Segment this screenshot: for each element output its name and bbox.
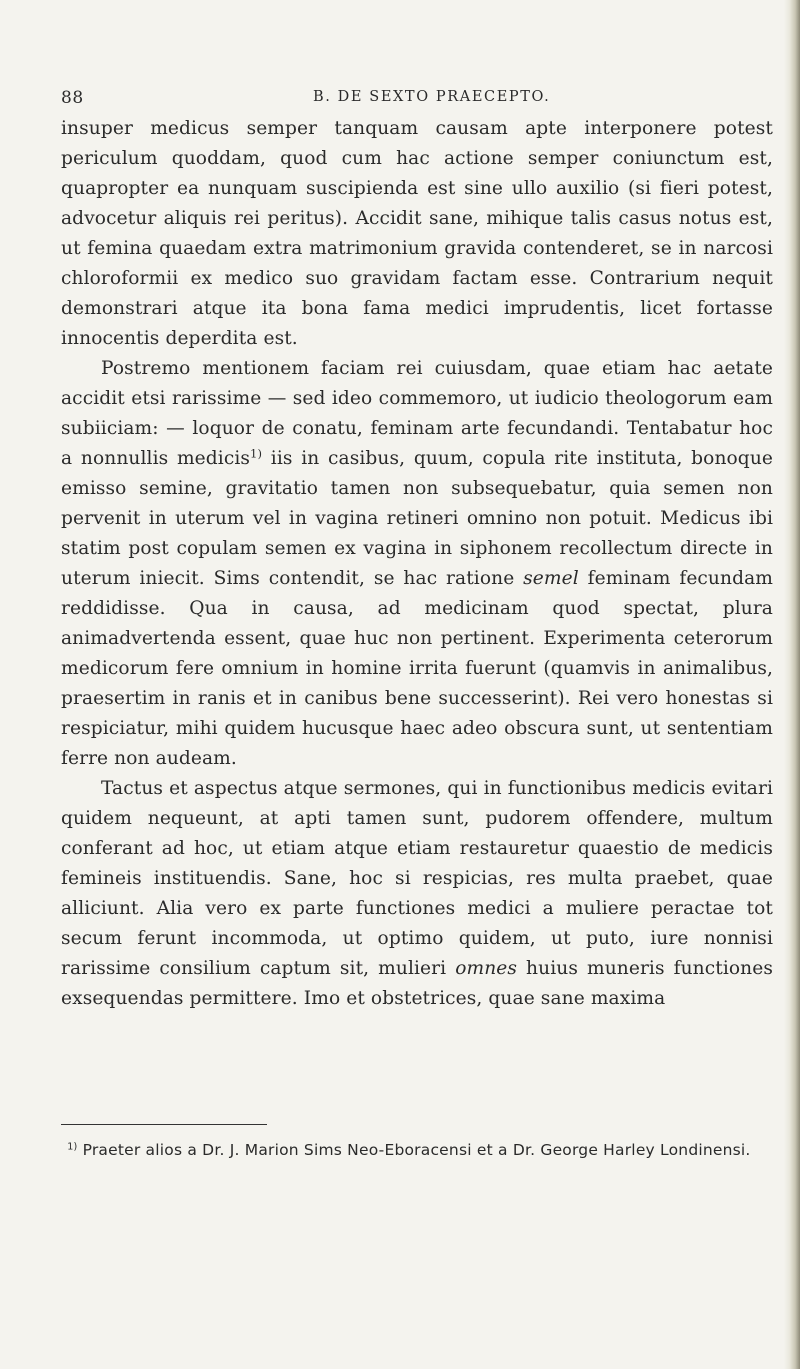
- paragraph-2-text-end: feminam fecundam reddidisse. Qua in causa, ad medicinam quod spectat, plura animadvertenda essent, quae huc non pertinent. Experimenta ceterorum medicorum fere omnium in homine irrita fuerunt (quamvis in animalibus, praesertim in ranis et in canibus bene successerint). Rei vero honestas si respiciatur, mihi quidem hucusque haec adeo obscura sunt, ut sententiam ferre non audeam.: [61, 568, 774, 769]
- paragraph-3-text-end: huius muneris functiones exsequendas permittere. Imo et obstetrices, quae sane maxima: [61, 958, 773, 1009]
- footnote-reference: 1): [250, 446, 263, 461]
- main-text: [61, 114, 773, 1014]
- footnote-text: Praeter alios a Dr. J. Marion Sims Neo-Eboracensi et a Dr. George Harley Londinensi.: [77, 1141, 751, 1159]
- page-number: 88: [61, 88, 84, 108]
- emphasis-semel: semel: [523, 568, 579, 589]
- footnote: [61, 1137, 773, 1163]
- footnote-paragraph: [61, 1137, 773, 1163]
- paragraph-2-text-start: Postremo mentionem faciam rei cuiusdam, quae etiam hac aetate accidit etsi rarissime — sed ideo commemoro, ut iudicio theologorum eam subiiciam: — loquor de conatu, feminam arte fecundandi. Tentabatur hoc a nonnullis medicis: [61, 358, 773, 469]
- footnote-divider: [61, 1124, 267, 1125]
- running-head: B. DE SEXTO PRAECEPTO.: [313, 89, 551, 105]
- emphasis-omnes: omnes: [455, 958, 518, 979]
- paragraph-2: [61, 354, 773, 774]
- paragraph-2-text-middle: iis in casibus, quum, copula rite instituta, bonoque emisso semine, gravitatio tamen non subsequebatur, quia semen non pervenit in uterum vel in vagina retineri omnino non potuit. Medicus ibi statim post copulam semen ex vagina in siphonem recollectum directe in uterum iniecit. Sims contendit, se hac ratione: [61, 448, 773, 589]
- paragraph-1-text: insuper medicus semper tanquam causam apte interponere potest periculum quoddam, quod cum hac actione semper coniunctum est, quapropter ea nunquam suscipienda est sine ullo auxilio (si fieri potest, advocetur aliquis rei peritus). Accidit sane, mihique talis casus notus est, ut femina quaedam extra matrimonium gravida contenderet, se in narcosi chloroformii ex medico suo gravidam factam esse. Contrarium nequit demonstrari atque ita bona fama medici imprudentis, licet fortasse innocentis deperdita est.: [61, 118, 773, 349]
- page-header: [61, 88, 781, 112]
- paragraph-3: [61, 774, 773, 1014]
- paragraph-1: [61, 114, 773, 354]
- footnote-mark: 1): [67, 1141, 78, 1153]
- paragraph-3-text-start: Tactus et aspectus atque sermones, qui in functionibus medicis evitari quidem nequeunt, at apti tamen sunt, pudorem offendere, multum conferant ad hoc, ut etiam atque etiam restauretur quaestio de medicis femineis instituendis. Sane, hoc si respicias, res multa praebet, quae alliciunt. Alia vero ex parte functiones medici a muliere peractae tot secum ferunt incommoda, ut optimo quidem, ut puto, iure nonnisi rarissime consilium captum sit, mulieri: [61, 778, 773, 979]
- page-edge-shadow: [784, 0, 800, 1369]
